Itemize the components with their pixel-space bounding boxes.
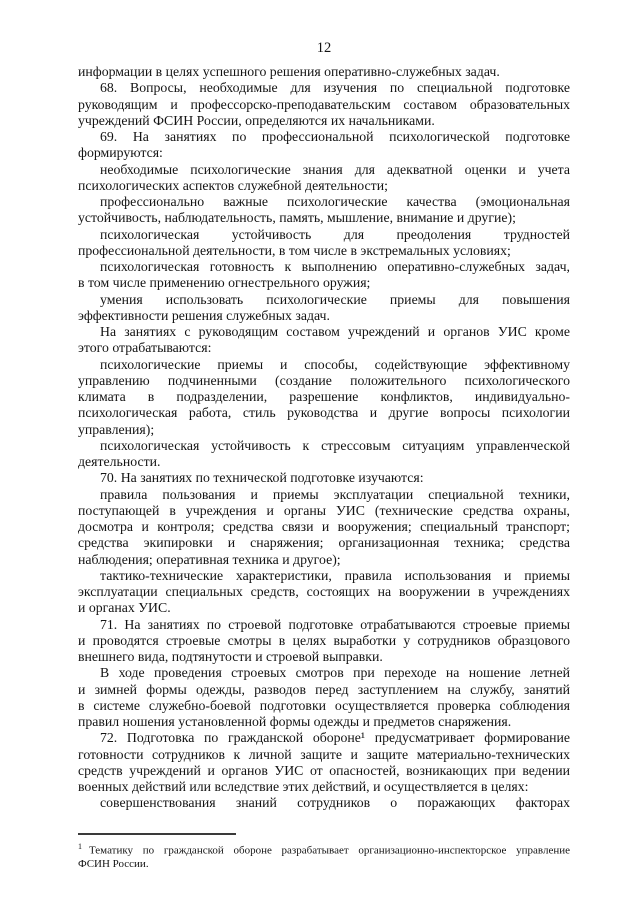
text-line: профессиональной деятельности, в том числе в экстремальных условиях; [78, 242, 511, 258]
text-line: 71. На занятиях по строевой подготовке отрабатываются строевые приемы [100, 616, 570, 632]
text-line: психологическая устойчивость к стрессовым ситуациям управленческой [100, 437, 570, 453]
footnote-marker: 1 [78, 841, 82, 851]
text-line: умения использовать психологические приемы для повышения [100, 291, 570, 307]
text-line: тактико-технические характеристики, правила использования и приемы [100, 567, 570, 583]
footnote-text: Тематику по гражданской обороне разрабатывает организационно-инспекторское управление [89, 844, 570, 857]
text-line: устойчивость, наблюдательность, память, мышление, внимание и другие); [78, 210, 516, 226]
text-line: В ходе проведения строевых смотров при переходе на ношение летней [100, 665, 570, 681]
text-line: в системе служебно-боевой подготовки осуществляется проверка соблюдения [78, 697, 570, 713]
text-line: поступающей в учреждения и органы УИС (технические средства охраны, [78, 502, 570, 518]
text-line: На занятиях с руководящим составом учреждений и органов УИС кроме [100, 324, 570, 339]
page-number: 12 [316, 40, 332, 56]
footnote-line [78, 840, 570, 858]
text-line: средства экипировки и снаряжения; организационная техника; средства [78, 535, 570, 551]
text-line: 70. На занятиях по технической подготовке изучаются: [100, 470, 424, 486]
text-line: психологическая готовность к выполнению оперативно-служебных задач, [100, 259, 570, 274]
text-line: правил ношения установленной формы одежды и предметов снаряжения. [78, 714, 512, 729]
text-line: необходимые психологические знания для адекватной оценки и учета [100, 161, 570, 177]
text-line: эксплуатации специальных средств, состоящих на вооружении в учреждениях [78, 584, 570, 599]
text-line: 72. Подготовка по гражданской обороне¹ предусматривает формирование [100, 730, 570, 746]
text-line: психологическая устойчивость для преодоления трудностей [100, 226, 570, 242]
text-line: военных действий или вследствие этих действий, и осуществляется в целях: [78, 779, 529, 794]
text-line: в том числе применению огнестрельного оружия; [78, 275, 371, 291]
text-line: управлению подчиненными (создание положительного психологического [78, 372, 570, 388]
text-line: формируются: [78, 145, 163, 161]
text-line: информации в целях успешного решения оперативно-служебных задач. [78, 64, 500, 79]
text-line: учреждений ФСИН России, определяются их начальниками. [78, 112, 435, 128]
footnote-separator [78, 833, 236, 835]
text-line: этого отрабатываются: [78, 340, 212, 356]
text-line: эффективности решения служебных задач. [78, 307, 330, 323]
text-line: средств учреждений и органов УИС от опасностей, возникающих при ведении [78, 762, 570, 778]
text-line: и проводятся строевые смотры в целях выработки у сотрудников образцового [78, 632, 570, 648]
text-line: 69. На занятиях по профессиональной психологической подготовке [100, 129, 570, 144]
text-line: профессионально важные психологические качества (эмоциональная [100, 194, 570, 209]
text-line: и органах УИС. [78, 600, 171, 616]
text-line: руководящим и профессорско-преподавательским составом образовательных [78, 96, 570, 112]
text-line: совершенствования знаний сотрудников о поражающих факторах [100, 795, 570, 811]
footnote-line: ФСИН России. [78, 857, 149, 870]
text-line: климата в подразделении, разрешение конфликтов, индивидуально- [78, 389, 570, 404]
text-line: готовности сотрудников к личной защите и защите материально-технических [78, 746, 570, 762]
text-line: досмотра и контроля; средства связи и вооружения; специальный транспорт; [78, 519, 570, 534]
text-line: 68. Вопросы, необходимые для изучения по специальной подготовке [100, 80, 570, 96]
text-line: психологических аспектов служебной деятельности; [78, 177, 388, 193]
text-line: деятельности. [78, 454, 161, 469]
text-line: правила пользования и приемы эксплуатации специальной техники, [100, 486, 570, 502]
text-line: управления); [78, 421, 155, 437]
text-line: и зимней формы одежды, разводов перед заступлением на службу, занятий [78, 681, 570, 697]
text-line: наблюдения; оперативная техника и другое); [78, 551, 341, 567]
footnote [78, 840, 570, 872]
text-line: психологические приемы и способы, содействующие эффективному [100, 356, 570, 372]
text-line: внешнего вида, подтянутости и строевой выправки. [78, 649, 383, 664]
document-body [78, 64, 570, 812]
text-line: психологическая работа, стиль руководства и другие вопросы психологии [78, 405, 570, 421]
